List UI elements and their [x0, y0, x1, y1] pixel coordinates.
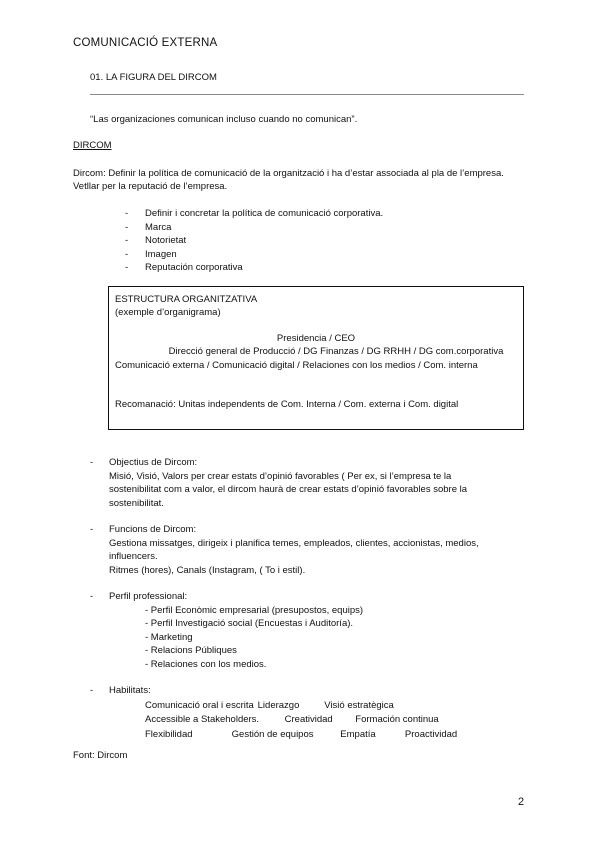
habilitats-row [145, 713, 509, 728]
section-title: 01. LA FIGURA DEL DIRCOM [90, 72, 217, 83]
list-item-text: Notorietat [145, 235, 187, 246]
skill: Visió estratègica [324, 699, 394, 711]
quote-text: “Las organizaciones comunican incluso cuando no comunican”. [90, 114, 358, 125]
habilitats-row [145, 728, 509, 743]
list-item [125, 248, 383, 262]
perfil-item: - Relaciones con los medios. [145, 658, 267, 670]
skill: Comunicació oral i escrita [145, 699, 254, 711]
perfil-title: Perfil professional: [109, 591, 188, 602]
habilitats-block [90, 684, 509, 742]
list-item [125, 207, 383, 221]
bullet-dash: - [90, 524, 94, 535]
objectius-title: Objectius de Dircom: [109, 457, 198, 468]
dircom-heading: DIRCOM [73, 140, 112, 151]
skill: Liderazgo [257, 699, 300, 711]
perfil-block [90, 590, 509, 671]
page-number: 2 [518, 796, 525, 808]
list-item [125, 221, 383, 235]
list-item-text: Definir i concretar la política de comunicació corporativa. [145, 208, 384, 219]
horizontal-rule [90, 94, 524, 95]
skill: Flexibilidad [145, 728, 193, 740]
funcions-text-2: Ritmes (hores), Canals (Instagram, ( To i estil). [109, 564, 306, 576]
perfil-item: - Perfil Econòmic empresarial (presupostos, equips) [145, 604, 364, 616]
funcions-title: Funcions de Dircom: [109, 524, 197, 535]
skill: Formación continua [355, 714, 439, 725]
bullet-dash: - [125, 235, 129, 246]
skill: Accessible a Stakeholders. [145, 714, 260, 725]
box-title: ESTRUCTURA ORGANITZATIVA [115, 294, 258, 305]
org-structure-box [108, 286, 524, 430]
list-item [125, 261, 383, 275]
list-item-text: Marca [145, 221, 172, 233]
perfil-item: - Relacions Públiques [145, 645, 237, 656]
skill: Proactividad [404, 728, 458, 740]
bullet-dash: - [125, 248, 129, 260]
skill: Gestión de equipos [231, 728, 314, 740]
perfil-item: - Perfil Investigació social (Encuestas i Auditoría). [145, 618, 354, 629]
bullet-dash: - [125, 262, 129, 273]
bullet-dash: - [90, 591, 94, 602]
source-footnote: Font: Dircom [73, 750, 128, 761]
bullet-dash: - [90, 457, 94, 468]
list-item [125, 234, 383, 248]
bullet-dash: - [125, 208, 129, 219]
definition-list [125, 207, 383, 275]
org-level-com: Comunicació externa / Comunicació digital / Relaciones con los medios / Com. interna [115, 360, 478, 371]
dircom-definition: Dircom: Definir la política de comunicació de la organització i ha d’estar associada al pla de l’empresa. Vetllar per la reputació de l’empresa. [73, 168, 504, 192]
bullet-dash: - [125, 221, 129, 233]
box-recommendation: Recomanació: Unitas independents de Com. Interna / Com. externa i Com. digital [115, 399, 459, 410]
skill: Empatía [340, 728, 376, 740]
org-level-ceo: Presidencia / CEO [276, 333, 356, 344]
perfil-item: - Marketing [145, 631, 193, 643]
box-subtitle: (exemple d’organigrama) [115, 307, 221, 318]
org-level-dg: Direcció general de Producció / DG Finanzas / DG RRHH / DG com.corporativa [168, 346, 504, 357]
skill: Creatividad [284, 714, 333, 725]
funcions-text: Gestiona missatges, dirigeix i planifica temes, empleados, clientes, accionistas, medios, influencers. [109, 537, 479, 562]
list-item-text: Reputación corporativa [145, 262, 243, 273]
document-header-title: COMUNICACIÓ EXTERNA [73, 37, 218, 49]
habilitats-title: Habilitats: [109, 685, 151, 696]
list-item-text: Imagen [145, 248, 177, 260]
habilitats-row [145, 699, 509, 714]
objectius-block [90, 456, 509, 671]
funcions-block [90, 523, 509, 577]
bullet-dash: - [90, 685, 94, 696]
objectius-text: Misió, Visió, Valors per crear estats d’opinió favorables ( Per ex, si l’empresa te la sostenibilitat com a valor, el dircom haurà de crear estats d’opinió favorables sobre la sostenibilitat. [109, 470, 468, 509]
